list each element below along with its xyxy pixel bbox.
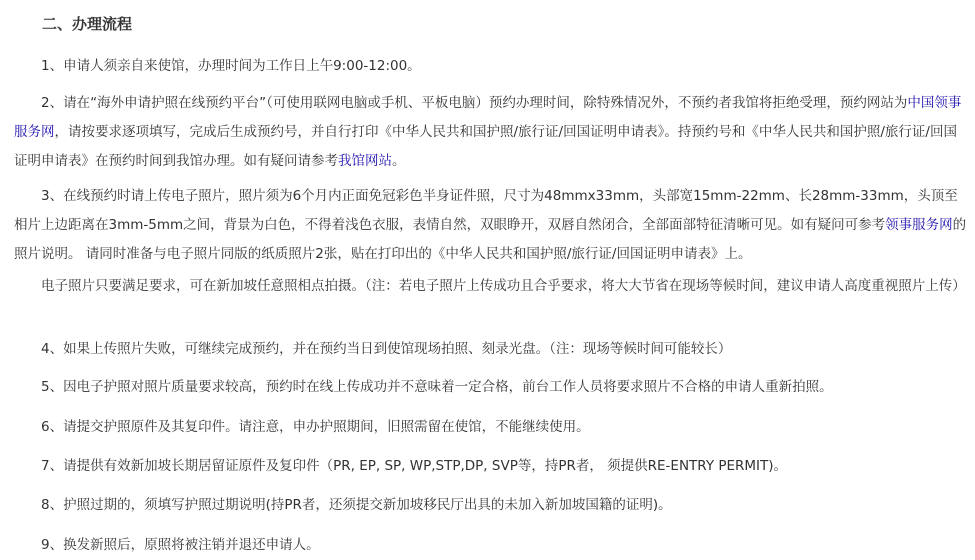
- step-1-paragraph: [14, 52, 969, 81]
- step-1-text: 1、申请人须亲自来使馆，办理时间为工作日上午9:00-12:00。: [41, 58, 421, 74]
- step-9-text: 9、换发新照后，原照将被注销并退还申请人。: [41, 537, 320, 553]
- step-4-paragraph: [14, 335, 969, 364]
- step-3-text-a: 3、在线预约时请上传电子照片，照片须为6个月内正面免冠彩色半身证件照，尺寸为48mmx33mm，头部宽15mm-22mm、长28mm-33mm，头顶至相片上边距离在3mm-5mm之间，背景为白色，不得着浅色衣服，表情自然，双眼睁开，双唇自然闭合，全部面部特征清晰可见。如有疑问可参考: [14, 188, 958, 233]
- step-2-text-a: 2、请在“海外申请护照在线预约平台”（可使用联网电脑或手机、平板电脑）预约办理时间，除特殊情况外，不预约者我馆将拒绝受理，预约网站为: [41, 95, 908, 111]
- step-7-text: 7、请提供有效新加坡长期居留证原件及复印件（PR, EP, SP, WP,STP,DP, SVP等，持PR者， 须提供RE-ENTRY PERMIT)。: [41, 458, 788, 474]
- step-6-text: 6、请提交护照原件及其复印件。请注意，申办护照期间，旧照需留在使馆，不能继续使用。: [41, 419, 590, 435]
- step-2-paragraph: [14, 89, 969, 176]
- consular-service-photo-link[interactable]: 领事服务网: [885, 217, 953, 233]
- step-6-paragraph: [14, 413, 969, 442]
- step-2-text-c: 。: [392, 153, 406, 169]
- consular-service-link[interactable]: 中国领事服务网: [14, 95, 962, 140]
- step-4-text: 4、如果上传照片失败，可继续完成预约，并在预约当日到使馆现场拍照、刻录光盘。（注：现场等候时间可能较长）: [41, 341, 732, 357]
- embassy-website-link[interactable]: 我馆网站: [338, 153, 392, 169]
- step-8-paragraph: [14, 491, 969, 520]
- step-5-text: 5、因电子护照对照片质量要求较高，预约时在线上传成功并不意味着一定合格，前台工作人员将要求照片不合格的申请人重新拍照。: [41, 379, 833, 395]
- photo-note-text: 电子照片只要满足要求，可在新加坡任意照相点拍摄。（注：若电子照片上传成功且合乎要求，将大大节省在现场等候时间，建议申请人高度重视照片上传）: [41, 278, 966, 294]
- step-5-paragraph: [14, 373, 969, 402]
- step-7-paragraph: [14, 452, 969, 481]
- photo-note-paragraph: [14, 272, 969, 301]
- step-8-text: 8、护照过期的，须填写护照过期说明(持PR者，还须提交新加坡移民厅出具的未加入新加坡国籍的证明)。: [41, 497, 672, 513]
- step-3-paragraph: [14, 182, 969, 269]
- step-2-text-b: ，请按要求逐项填写，完成后生成预约号，并自行打印《中华人民共和国护照/旅行证/回国证明申请表》。持预约号和《中华人民共和国护照/旅行证/回国证明申请表》在预约时间到我馆办理。如有疑问请参考: [14, 124, 957, 169]
- section-heading: 二、办理流程: [42, 15, 133, 33]
- step-3-text-b: 的照片说明。 请同时准备与电子照片同版的纸质照片2张，贴在打印出的《中华人民共和国护照/旅行证/回国证明申请表》上。: [14, 217, 967, 262]
